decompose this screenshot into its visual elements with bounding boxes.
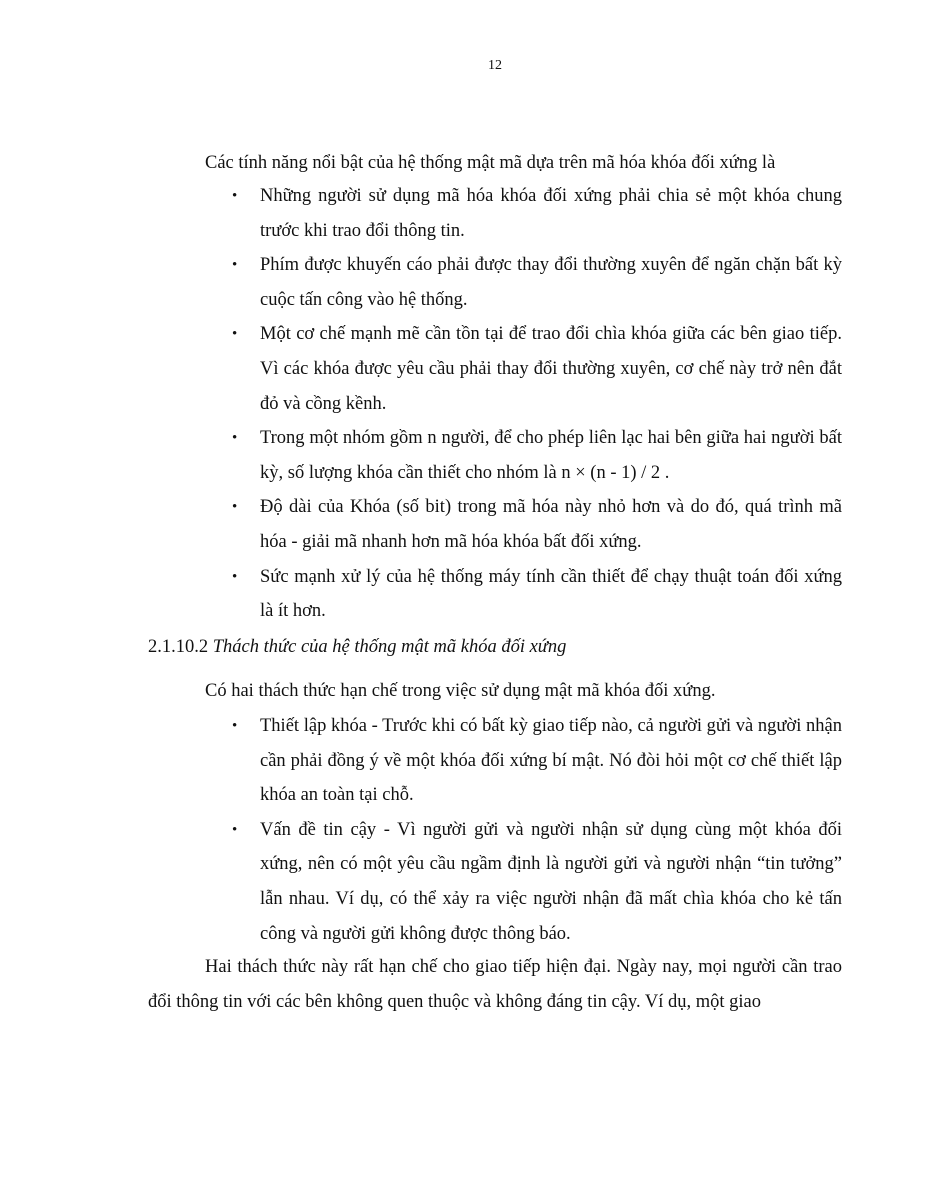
list-item-text: Một cơ chế mạnh mẽ cần tồn tại để trao đổi chìa khóa giữa các bên giao tiếp. Vì các khóa được yêu cầu phải thay đổi thường xuyên, cơ chế này trở nên đắt đỏ và cồng kềnh.: [260, 324, 842, 414]
list-item: [228, 709, 842, 813]
list-item-text: Vấn đề tin cậy - Vì người gửi và người nhận sử dụng cùng một khóa đối xứng, nên có một yêu cầu ngầm định là người gửi và người nhận “tin tưởng” lẫn nhau. Ví dụ, có thể xảy ra việc người nhận đã mất chìa khóa cho kẻ tấn công và người gửi không được thông báo.: [260, 819, 842, 944]
bullet-icon: •: [232, 257, 238, 274]
closing-paragraph: Hai thách thức này rất hạn chế cho giao tiếp hiện đại. Ngày nay, mọi người cần trao đổi thông tin với các bên không quen thuộc và không đáng tin cậy. Ví dụ, một giao: [148, 957, 842, 1012]
bullet-icon: •: [232, 430, 238, 447]
list-item-text: Những người sử dụng mã hóa khóa đối xứng phải chia sẻ một khóa chung trước khi trao đổi thông tin.: [260, 186, 842, 241]
bullet-icon: •: [232, 821, 238, 838]
list-item: [228, 179, 842, 248]
features-list: [228, 179, 842, 629]
list-item-text: Thiết lập khóa - Trước khi có bất kỳ giao tiếp nào, cả người gửi và người nhận cần phải đồng ý về một khóa đối xứng bí mật. Nó đòi hỏi một cơ chế thiết lập khóa an toàn tại chỗ.: [260, 716, 842, 806]
page-number: 12: [488, 58, 502, 73]
bullet-icon: •: [232, 499, 238, 516]
list-item: [228, 560, 842, 629]
bullet-icon: •: [232, 326, 238, 343]
list-item-text: Phím được khuyến cáo phải được thay đổi thường xuyên để ngăn chặn bất kỳ cuộc tấn công vào hệ thống.: [260, 255, 842, 310]
bullet-icon: •: [232, 568, 238, 585]
list-item-text: Trong một nhóm gồm n người, để cho phép liên lạc hai bên giữa hai người bất kỳ, số lượng khóa cần thiết cho nhóm là n × (n - 1) / 2 .: [260, 428, 842, 483]
section-heading: [148, 630, 566, 665]
bullet-icon: •: [232, 188, 238, 204]
list-item: [228, 248, 842, 317]
features-intro: Các tính năng nổi bật của hệ thống mật mã dựa trên mã hóa khóa đối xứng là: [205, 153, 776, 173]
list-item: [228, 421, 842, 490]
bullet-icon: •: [232, 718, 238, 734]
challenges-intro: Có hai thách thức hạn chế trong việc sử dụng mật mã khóa đối xứng.: [205, 681, 716, 701]
list-item: [228, 813, 842, 951]
challenges-list: [228, 709, 842, 951]
list-item: [228, 317, 842, 421]
list-item: [228, 490, 842, 559]
list-item-text: Sức mạnh xử lý của hệ thống máy tính cần thiết để chạy thuật toán đối xứng là ít hơn.: [260, 566, 842, 622]
section-title: Thách thức của hệ thống mật mã khóa đối xứng: [212, 637, 567, 657]
list-item-text: Độ dài của Khóa (số bit) trong mã hóa này nhỏ hơn và do đó, quá trình mã hóa - giải mã nhanh hơn mã hóa khóa bất đối xứng.: [260, 497, 842, 552]
section-number: 2.1.10.2: [148, 637, 209, 657]
